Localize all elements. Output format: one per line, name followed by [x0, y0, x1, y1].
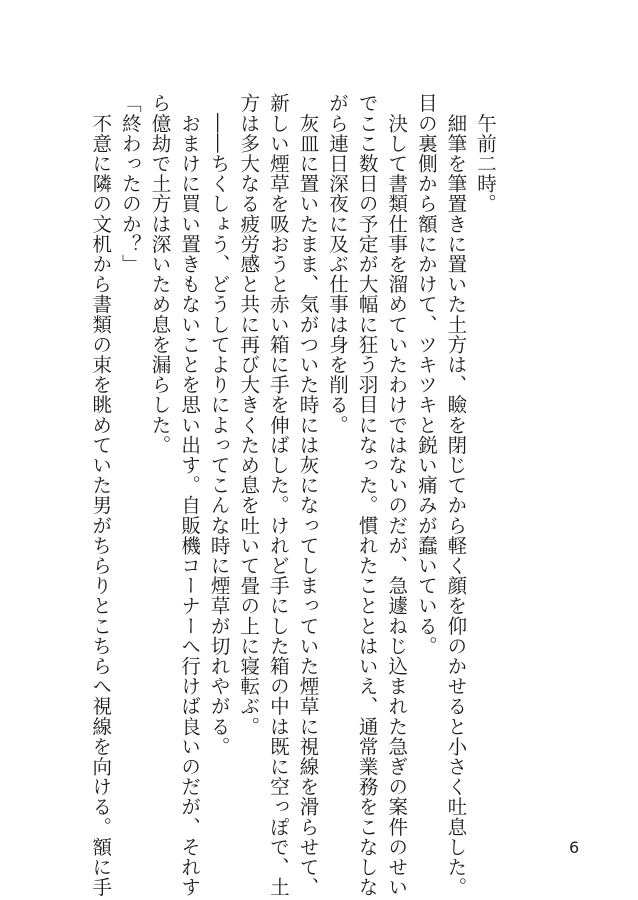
text-line: 方は多大なる疲労感と共に再び大きくため息を吐いて畳の上に寝転ぶ。 — [237, 93, 261, 737]
text-line: おまけに買い置きもないことを思い出す。自販機コーナーへ行けば良いのだが、それす — [178, 93, 202, 897]
text-line: 午前二時。 — [474, 93, 497, 214]
text-line: ら億劫で土方は深いため息を漏らした。 — [148, 93, 172, 455]
text-line: 「終わったのか？」 — [118, 93, 142, 274]
text-line: 新しい煙草を吸おうと赤い箱に手を伸ばした。けれど手にした箱の中は既に空っぽで、土 — [266, 93, 290, 897]
text-line: でここ数日の予定が大幅に狂う羽目になった。慣れたこととはいえ、通常業務をこなしな — [355, 93, 379, 897]
text-line: 不意に隣の文机から書類の束を眺めていた男がちらりとこちらへ視線を向ける。額に手 — [89, 93, 113, 897]
page-number: 6 — [569, 838, 580, 857]
text-line: がら連日深夜に及ぶ仕事は身を削る。 — [326, 93, 350, 435]
text-line: 決して書類仕事を溜めていたわけではないのだが、急遽ねじ込まれた急ぎの案件のせい — [385, 93, 409, 897]
vertical-text-body — [86, 93, 500, 897]
text-line: 目の裏側から額にかけて、ツキツキと鋭い痛みが蠢いている。 — [414, 93, 438, 656]
text-line: 灰皿に置いたまま、気がついた時には灰になってしまっていた煙草に視線を滑らせて、 — [296, 93, 320, 897]
text-line: 細筆を筆置きに置いた土方は、瞼を閉じてから軽く顔を仰のかせると小さく吐息した。 — [444, 93, 468, 897]
text-line: ――ちくしょう、どうしてよりによってこんな時に煙草が切れやがる。 — [207, 93, 231, 757]
